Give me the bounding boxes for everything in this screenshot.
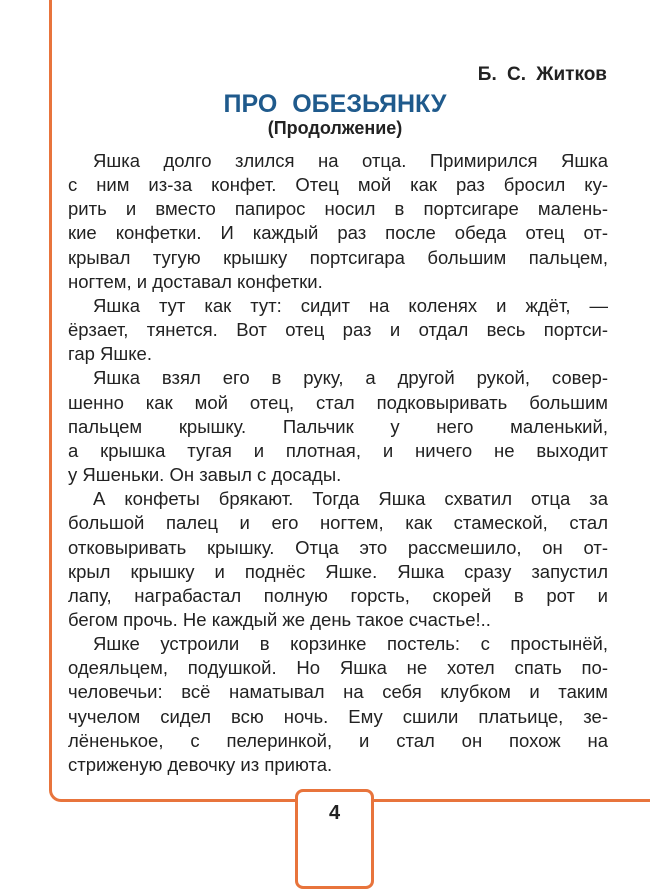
text-line: отковыривать крышку. Отца это рассмешило, он от-: [68, 536, 608, 558]
text-line: чучелом сидел всю ночь. Ему сшили платьице, зе-: [68, 705, 608, 727]
story-subtitle: (Продолжение): [267, 118, 403, 138]
text-line: пальцем крышку. Пальчик у него маленький,: [68, 415, 608, 437]
text-line: одеяльцем, подушкой. Но Яшка не хотел спать по-: [68, 657, 608, 679]
paragraph: [68, 487, 608, 632]
text-line: а крышка тугая и плотная, и ничего не выходит: [68, 439, 608, 461]
text-line: большой палец и его ногтем, как стамеской, стал: [68, 512, 608, 534]
paragraph: [68, 294, 608, 366]
paragraph: [68, 632, 608, 777]
text-line: лёненькое, с пелеринкой, и стал он похож на: [68, 729, 608, 751]
paragraph: [68, 149, 608, 294]
text-line: гар Яшке.: [68, 343, 152, 365]
story-text: [68, 149, 608, 777]
text-line: бегом прочь. Не каждый же день такое счастье!..: [68, 608, 491, 630]
page-number-box: [295, 789, 374, 889]
text-line: крыл крышку и поднёс Яшке. Яшка сразу запустил: [68, 560, 608, 582]
text-line: рить и вместо папирос носил в портсигаре малень-: [68, 198, 608, 220]
text-line: Яшка тут как тут: сидит на коленях и ждёт, —: [93, 294, 608, 316]
text-line: у Яшеньки. Он завыл с досады.: [68, 464, 342, 486]
text-line: крывал тугую крышку портсигара большим пальцем,: [68, 246, 608, 268]
text-line: стриженую девочку из приюта.: [68, 753, 333, 775]
text-line: ёрзает, тянется. Вот отец раз и отдал весь портси-: [68, 319, 608, 341]
text-line: лапу, награбастал полную горсть, скорей в рот и: [68, 584, 608, 606]
text-line: с ним из-за конфет. Отец мой как раз бросил ку-: [68, 174, 608, 196]
paragraph: [68, 366, 608, 487]
story-title: ПРО ОБЕЗЬЯНКУ: [223, 90, 447, 118]
author: Б. С. Житков: [477, 64, 607, 85]
text-line: Яшка долго злился на отца. Примирился Яшка: [93, 150, 608, 171]
text-line: шенно как мой отец, стал подковыривать большим: [68, 391, 608, 413]
text-line: А конфеты брякают. Тогда Яшка схватил отца за: [93, 488, 608, 510]
text-line: человечьи: всё наматывал на себя клубком и таким: [68, 681, 608, 703]
page-number: 4: [328, 802, 341, 824]
text-line: кие конфетки. И каждый раз после обеда отец от-: [68, 222, 608, 244]
text-line: Яшке устроили в корзинке постель: с простынёй,: [93, 633, 608, 655]
text-line: ногтем, и доставал конфетки.: [68, 270, 323, 292]
text-line: Яшка взял его в руку, а другой рукой, совер-: [93, 367, 608, 389]
